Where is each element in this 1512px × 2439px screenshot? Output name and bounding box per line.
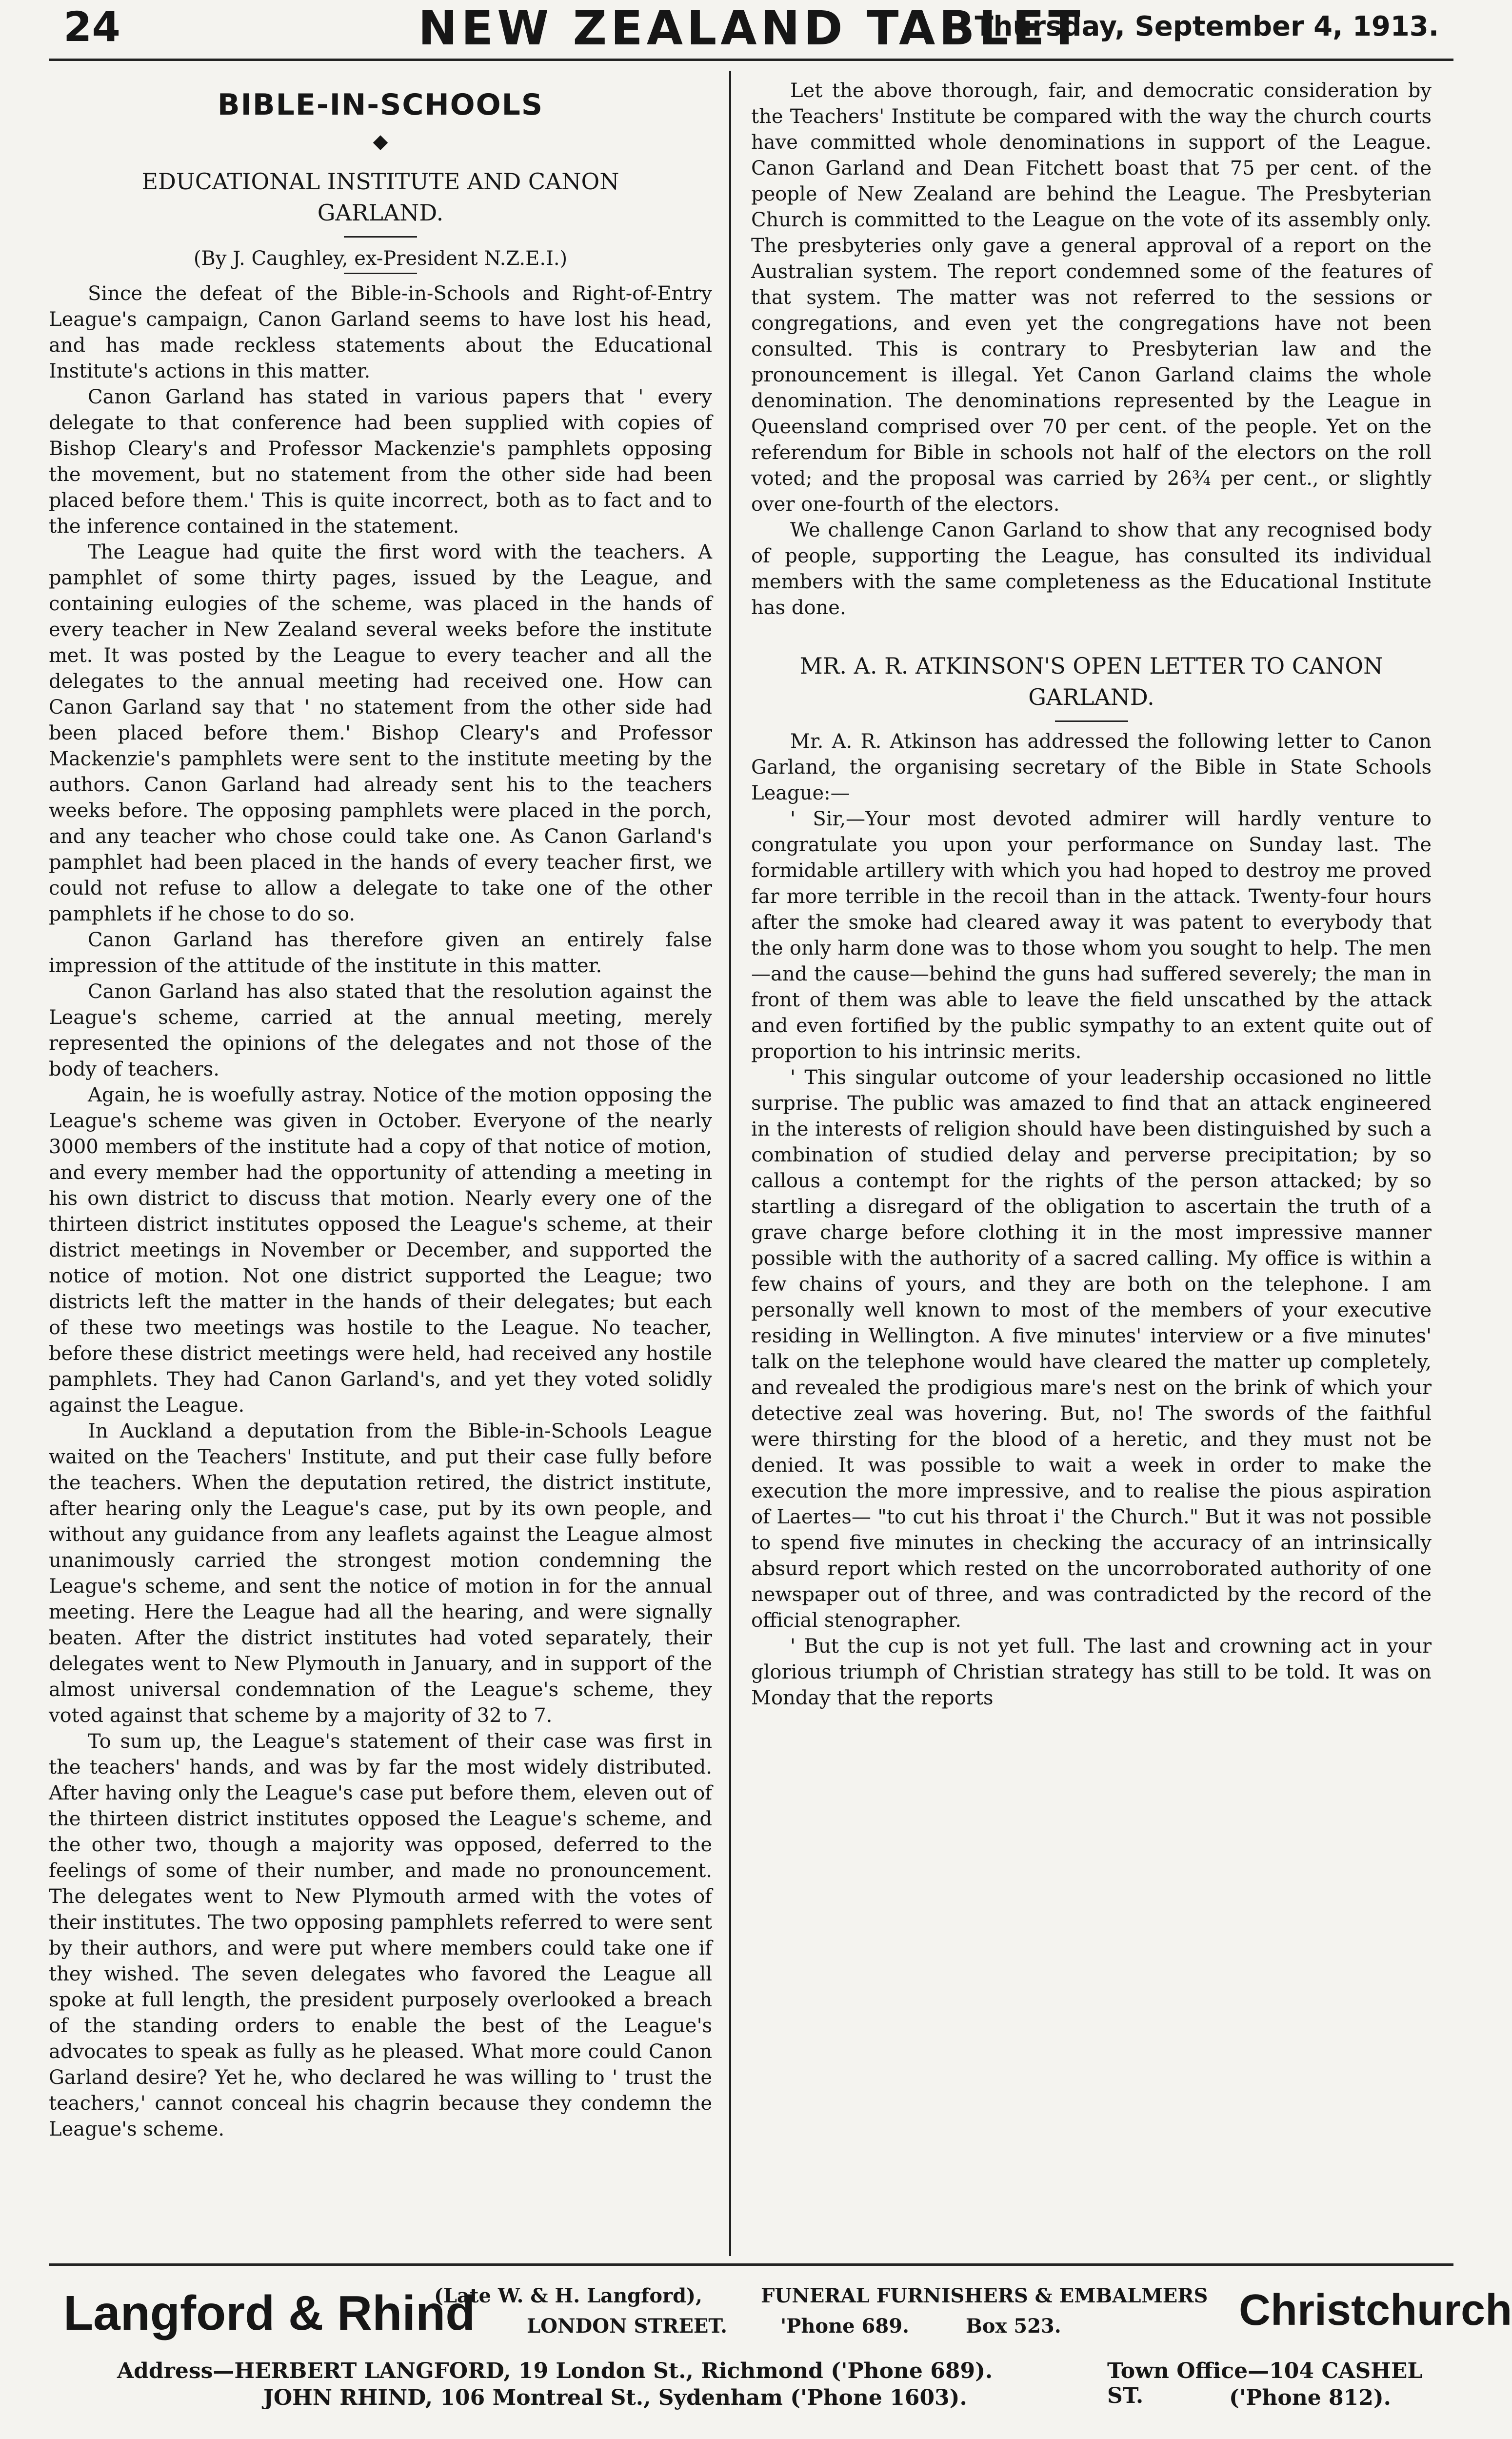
column-rule: [729, 71, 731, 2256]
city-name: Christchurch: [1239, 2286, 1512, 2335]
masthead: [49, 0, 1453, 61]
issue-date: Thursday, September 4, 1913.: [975, 11, 1439, 42]
box-number: Box 523.: [966, 2315, 1061, 2338]
paragraph: Canon Garland has therefore given an entirely false impression of the attitude of the institute in this matter.: [49, 929, 712, 977]
paragraph: Since the defeat of the Bible-in-Schools and Right-of-Entry League's campaign, Canon Garland seems to have lost his head, and has made reckless statements about the Educational Institute's actions in this matter.: [49, 282, 712, 382]
paragraph: Canon Garland has stated in various papers that ' every delegate to that conference had been supplied with copies of Bishop Cleary's and Professor Mackenzie's pamphlets opposing the movement, but no statement from the other side had been placed before them.' This is quite incorrect, both as to fact and to the inference contained in the statement.: [49, 386, 712, 538]
town-office: Town Office—104 CASHEL ST.: [1107, 2359, 1423, 2408]
paragraph: Mr. A. R. Atkinson has addressed the following letter to Canon Garland, the organising secretary of the Bible in State Schools League:—: [751, 730, 1432, 804]
article1-subheading: EDUCATIONAL INSTITUTE AND CANON GARLAND.: [141, 168, 619, 226]
late-of: (Late W. & H. Langford),: [434, 2284, 702, 2307]
article1-heading: BIBLE-IN-SCHOOLS: [217, 88, 544, 122]
address-line: JOHN RHIND, 106 Montreal St., Sydenham ('Phone 1603).: [263, 2385, 967, 2410]
advertisement-footer: [49, 2263, 1512, 2439]
paragraph: In Auckland a deputation from the Bible-in-Schools League waited on the Teachers' Institute, and put their case fully before the teachers. When the deputation retired, the district institute, after hearing only the League's case, put by its own people, and without any guidance from any leaflets against the League almost unanimously carried the strongest motion condemning the League's scheme, and sent the notice of motion in for the annual meeting. Here the League had all the hearing, and were signally beaten. After the district institutes had voted separately, their delegates went to New Plymouth in January, and in support of the almost universal condemnation of the League's scheme, they voted against that scheme by a majority of 32 to 7.: [49, 1420, 712, 1727]
phone: 'Phone 689.: [780, 2315, 909, 2338]
paragraph: ' Sir,—Your most devoted admirer will hardly venture to congratulate you upon your performance on Sunday last. The formidable artillery with which you had hoped to destroy me proved far more terrible in the recoil than in the attack. Twenty-four hours after the smoke had cleared away it was patent to everybody that the only harm done was to those whom you sought to help. The men—and the cause—behind the guns had suffered severely; the man in front of them was able to leave the field unscathed by the attack and even fortified by the public sympathy to an extent quite out of proportion to his intrinsic merits.: [751, 808, 1432, 1063]
article2-heading: MR. A. R. ATKINSON'S OPEN LETTER TO CANON GARLAND.: [799, 653, 1383, 710]
left-column: [49, 78, 712, 2254]
town-office-phone: ('Phone 812).: [1229, 2385, 1391, 2410]
paragraph: Let the above thorough, fair, and democratic consideration by the Teachers' Institute be compared with the way the church courts have committed whole denominations in support of the League. Canon Garland and Dean Fitchett boast that 75 per cent. of the people of New Zealand are behind the League. The Presbyterian Church is committed to the League on the vote of its assembly only. The presbyteries only gave a general approval of a report on the Australian system. The report condemned some of the features of that system. The matter was not referred to the sessions or congregations, and even yet the congregations have not been consulted. This is contrary to Presbyterian law and the pronouncement is illegal. Yet Canon Garland claims the whole denomination. The denominations represented by the League in Queensland comprised over 70 per cent. of the people. Yet on the referendum for Bible in schools not half of the electors on the roll voted; and the proposal was carried by 26¾ per cent., or slightly over one-fourth of the electors.: [751, 80, 1432, 516]
address-line: Address—HERBERT LANGFORD, 19 London St., Richmond ('Phone 689).: [117, 2359, 993, 2383]
divider: [344, 273, 417, 274]
article1-byline: (By J. Caughley, ex-President N.Z.E.I.): [193, 247, 568, 270]
street: LONDON STREET.: [527, 2315, 727, 2338]
paragraph: Again, he is woefully astray. Notice of the motion opposing the League's scheme was given in October. Everyone of the nearly 3000 members of the institute had a copy of that notice of motion, and every member had the opportunity of attending a meeting in his own district to discuss that motion. Nearly every one of the thirteen district institutes opposed the League's scheme, at their district meetings in November or December, and supported the notice of motion. Not one district supported the League; two districts left the matter in the hands of their delegates; but each of these two meetings was hostile to the League. No teacher, before these district meetings were held, had received any hostile pamphlets. They had Canon Garland's, and yet they voted solidly against the League.: [49, 1084, 712, 1417]
page-number: 24: [63, 3, 120, 51]
ornament-divider: ◆: [373, 130, 388, 153]
right-column: [751, 78, 1432, 2254]
paragraph: We challenge Canon Garland to show that any recognised body of people, supporting the League, has consulted its individual members with the same completeness as the Educational Institute has done.: [751, 519, 1432, 619]
firm-name: Langford & Rhind: [63, 2286, 476, 2340]
paragraph: Canon Garland has also stated that the resolution against the League's scheme, carried at the annual meeting, merely represented the opinions of the delegates and not those of the body of teachers.: [49, 980, 712, 1080]
divider: [1055, 720, 1128, 722]
trade-description: FUNERAL FURNISHERS & EMBALMERS: [761, 2284, 1208, 2307]
divider: [344, 236, 417, 238]
paragraph: To sum up, the League's statement of their case was first in the teachers' hands, and was by far the most widely distributed. After having only the League's case put before them, eleven out of the thirteen district institutes opposed the League's scheme, and the other two, though a majority was opposed, deferred to the feelings of some of their number, and made no pronouncement. The delegates went to New Plymouth armed with the votes of their institutes. The two opposing pamphlets referred to were sent by their authors, and were put where members could take one if they wished. The seven delegates who favored the League all spoke at full length, the president purposely overlooked a breach of the standing orders to enable the best of the League's advocates to speak as fully as he pleased. What more could Canon Garland desire? Yet he, who declared he was willing to ' trust the teachers,' cannot conceal his chagrin because they condemn the League's scheme.: [49, 1730, 712, 2140]
paragraph: ' This singular outcome of your leadership occasioned no little surprise. The public was amazed to find that an attack engineered in the interests of religion should have been distinguished by such a combination of studied delay and perverse precipitation; by so callous a contempt for the rights of the person attacked; by so startling a disregard of the obligation to ascertain the truth of a grave charge before clothing it in the most impressive manner possible with the authority of a sacred calling. My office is within a few chains of yours, and they are both on the telephone. I am personally well known to most of the members of your executive residing in Wellington. A five minutes' interview or a five minutes' talk on the telephone would have cleared the matter up completely, and revealed the prodigious mare's nest on the brink of which your detective zeal was hovering. But, no! The swords of the faithful were thirsting for the blood of a heretic, and they must not be denied. It was possible to wait a week in order to make the execution the more impressive, and to realise the pious aspiration of Laertes— "to cut his throat i' the Church." But it was not possible to spend five minutes in checking the accuracy of an intrinsically absurd report which rested on the uncorroborated authority of one newspaper out of three, and was contradicted by the record of the official stenographer.: [751, 1066, 1432, 1632]
paragraph: The League had quite the first word with the teachers. A pamphlet of some thirty pages, issued by the League, and containing eulogies of the scheme, was placed in the hands of every teacher in New Zealand several weeks before the institute met. It was posted by the League to every teacher and all the delegates to the annual meeting had received one. How can Canon Garland say that ' no statement from the other side had been placed before them.' Bishop Cleary's and Professor Mackenzie's pamphlets were sent to the institute meeting by the authors. Canon Garland had already sent his to the teachers weeks before. The opposing pamphlets were placed in the porch, and any teacher who chose could take one. As Canon Garland's pamphlet had been placed in the hands of every teacher first, we could not refuse to allow a delegate to take one of the other pamphlets if he chose to do so.: [49, 541, 712, 925]
publication-title: NEW ZEALAND TABLET: [418, 1, 1084, 56]
paragraph: ' But the cup is not yet full. The last and crowning act in your glorious triumph of Christian strategy has still to be told. It was on Monday that the reports: [751, 1635, 1432, 1709]
